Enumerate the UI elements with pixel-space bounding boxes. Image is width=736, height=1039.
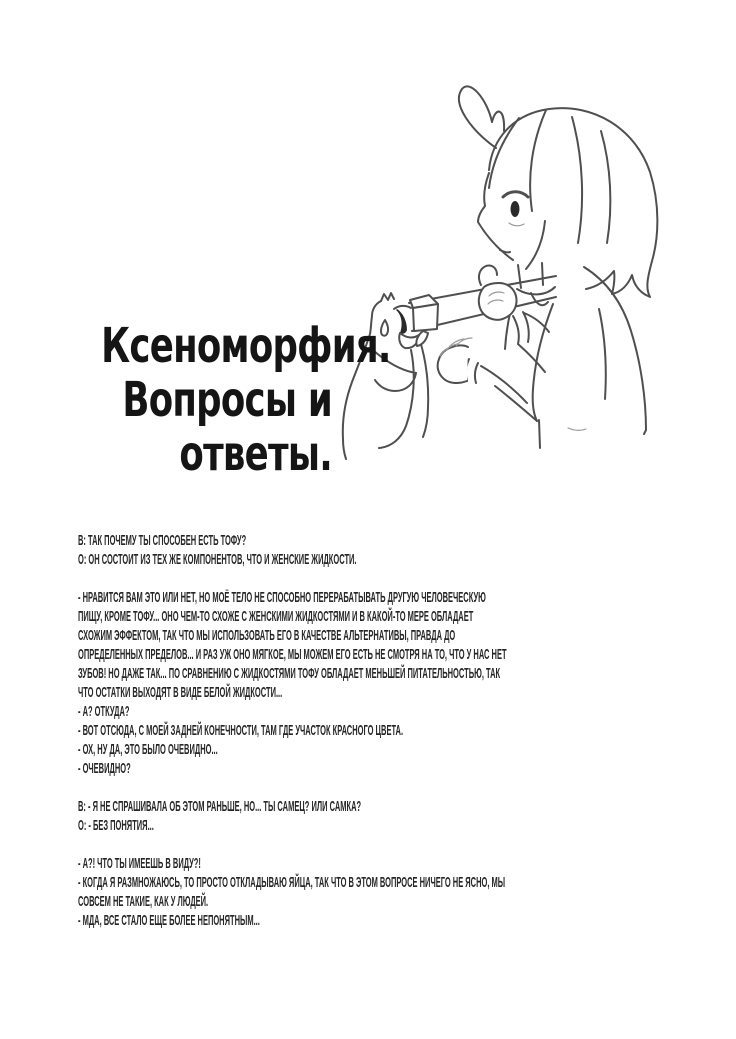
- neck-front: [518, 265, 521, 288]
- dress-hem: [568, 428, 586, 430]
- bang-middle: [530, 110, 546, 211]
- qa-text-line: ПИЩУ, КРОМЕ ТОФУ... ОНО ЧЕМ-ТО СХОЖЕ С ЖЕНСКИМИ ЖИДКОСТЯМИ И В КАКОЙ-ТО МЕРЕ ОБЛАДАЕТ: [78, 608, 474, 625]
- qa-text-line: В: - Я НЕ СПРАШИВАЛА ОБ ЭТОМ РАНЬШЕ, НО... ТЫ САМЕЦ? ИЛИ САМКА?: [78, 798, 362, 815]
- qa-text-line: ЗУБОВ! НО ДАЖЕ ТАК... ПО СРАВНЕНИЮ С ЖИДКОСТЯМИ ТОФУ ОБЛАДАЕТ МЕНЬШЕЙ ПИТАТЕЛЬНОСТЬЮ, ТАК: [78, 665, 501, 682]
- tofu-front-face: [413, 304, 438, 331]
- collar: [517, 287, 555, 294]
- girl-iris: [511, 201, 520, 217]
- girl-eyelid: [503, 192, 528, 197]
- qa-text-line: СОВСЕМ НЕ ТАКИЕ, КАК У ЛЮДЕЙ.: [78, 893, 209, 910]
- side-lock: [526, 221, 545, 269]
- qa-text-line: - МДА, ВСЕ СТАЛО ЕЩЕ БОЛЕЕ НЕПОНЯТНЫМ...: [78, 912, 260, 929]
- creature-wing-bottom: [375, 373, 416, 391]
- qa-text-line: О: - БЕЗ ПОНЯТИЯ...: [78, 817, 154, 834]
- arm-b-cuff-2: [475, 363, 478, 383]
- title-line: ответы.: [179, 426, 332, 482]
- arm-b-forearm-top: [481, 366, 527, 403]
- arm-b-outer: [533, 304, 553, 421]
- leaf-garnish: [416, 331, 428, 346]
- ahoge: [459, 86, 496, 148]
- cupped-hand: [438, 346, 468, 384]
- hair-strand-2: [601, 131, 610, 243]
- qa-paragraph: [78, 588, 638, 778]
- sleeve-a-bottom: [518, 344, 545, 372]
- creature-open-mouth: [396, 309, 407, 334]
- qa-text-line: - ВОТ ОТСЮДА, С МОЕЙ ЗАДНЕЙ КОНЕЧНОСТИ, ТАМ ГДЕ УЧАСТОК КРАСНОГО ЦВЕТА.: [78, 722, 404, 739]
- qa-text-line: - ОЧЕВИДНО?: [78, 760, 131, 777]
- title-line: Ксеноморфия.: [101, 318, 391, 374]
- sleeve-a-cuff-1: [513, 316, 519, 344]
- qa-paragraph: [78, 531, 638, 569]
- fist-holding-chopsticks: [479, 283, 517, 320]
- qa-text-line: - НРАВИТСЯ ВАМ ЭТО ИЛИ НЕТ, НО МОЁ ТЕЛО НЕ СПОСОБНО ПЕРЕРАБАТЫВАТЬ ДРУГУЮ ЧЕЛОВЕЧЕСКУЮ: [78, 589, 486, 606]
- qa-text-block: [78, 531, 638, 949]
- girl-face-profile: [478, 173, 513, 260]
- creature-upper-beak: [394, 306, 411, 309]
- illustration-girl-feeding-creature: [330, 70, 666, 470]
- qa-text-line: ОПРЕДЕЛЕННЫХ ПРЕДЕЛОВ... И РАЗ УЖ ОНО МЯГКОЕ, МЫ МОЖЕМ ЕГО ЕСТЬ НЕ СМОТРЯ НА ТО, ЧТО У НАС НЕТ: [78, 646, 507, 663]
- creature-head-tuft: [381, 293, 394, 301]
- qa-text-line: - ОХ, НУ ДА, ЭТО БЫЛО ОЧЕВИДНО...: [78, 741, 218, 758]
- girl-lower-lid: [509, 223, 524, 226]
- fist-index-finger: [479, 265, 497, 285]
- back-cloak-line: [584, 267, 646, 434]
- qa-text-line: - КОГДА Я РАЗМНОЖАЮСЬ, ТО ПРОСТО ОТКЛАДЫВАЮ ЯЙЦА, ТАК ЧТО В ЭТОМ ВОПРОСЕ НИЧЕГО НЕ ЯСНО, МЫ: [78, 874, 506, 891]
- qa-text-line: В: ТАК ПОЧЕМУ ТЫ СПОСОБЕН ЕСТЬ ТОФУ?: [78, 532, 247, 549]
- qa-text-line: СХОЖИМ ЭФФЕКТОМ, ТАК ЧТО МЫ ИСПОЛЬЗОВАТЬ ЕГО В КАЧЕСТВЕ АЛЬТЕРНАТИВЫ, ПРАВДА ДО: [78, 627, 456, 644]
- qa-text-line: - А? ОТКУДА?: [78, 703, 130, 720]
- qa-text-line: - А?! ЧТО ТЫ ИМЕЕШЬ В ВИДУ?!: [78, 855, 201, 872]
- qa-paragraph: [78, 797, 638, 835]
- neck-back: [542, 263, 543, 285]
- sleeve-a-cuff-2: [523, 312, 529, 342]
- qa-paragraph: [78, 854, 638, 930]
- cloak-inner-fold: [599, 309, 606, 399]
- dress-front-line: [539, 420, 540, 448]
- qa-text-line: О: ОН СОСТОИТ ИЗ ТЕХ ЖЕ КОМПОНЕНТОВ, ЧТО И ЖЕНСКИЕ ЖИДКОСТИ.: [78, 551, 357, 568]
- girl: [438, 86, 658, 448]
- hair-strand-1: [572, 117, 582, 243]
- page-title: [20, 318, 391, 482]
- creature-front-edge: [420, 341, 428, 437]
- ahoge-curl: [492, 112, 504, 131]
- title-line: Вопросы и: [122, 372, 333, 428]
- qa-text-line: ЧТО ОСТАТКИ ВЫХОДЯТ В ВИДЕ БЕЛОЙ ЖИДКОСТИ...: [78, 684, 283, 701]
